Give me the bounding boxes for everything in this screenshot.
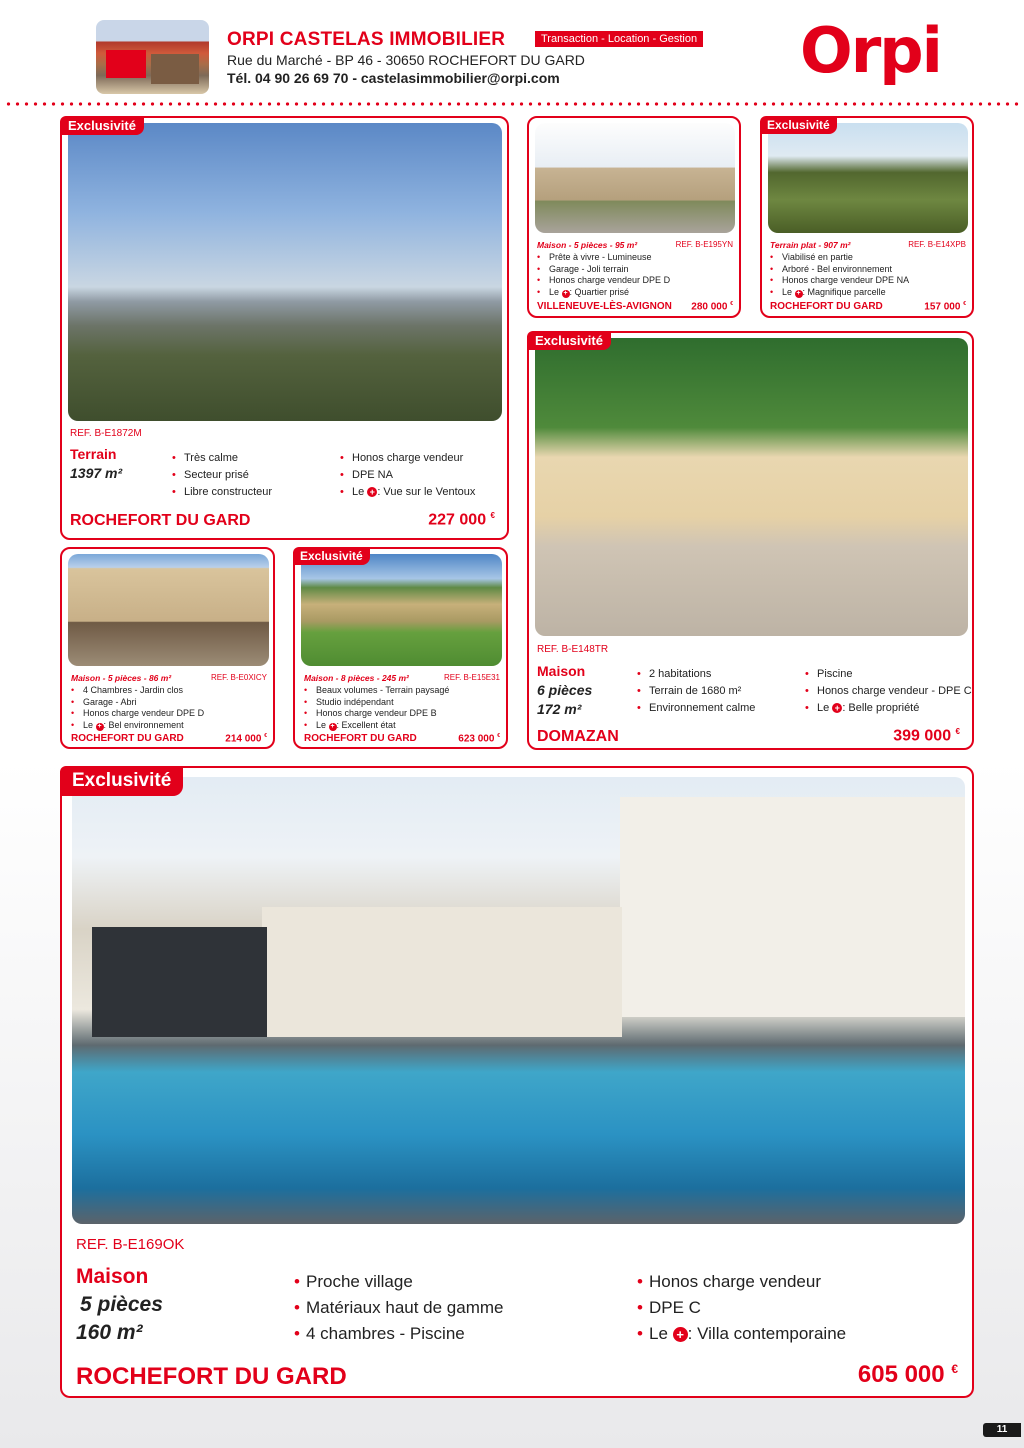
- listing-photo: [301, 554, 502, 666]
- price-value: 280 000: [691, 301, 728, 313]
- currency: €: [497, 733, 500, 739]
- listing-ref: REF. B-E15E31: [443, 673, 500, 682]
- feature-item: • Honos charge vendeur DPE B: [304, 708, 449, 720]
- plus-prefix: Le: [352, 486, 365, 498]
- plus-icon: +: [796, 289, 801, 297]
- feature-item: • 2 habitations: [637, 666, 755, 683]
- plus-prefix: Le: [782, 286, 793, 297]
- price-value: 157 000: [924, 301, 961, 313]
- agency-contact: Tél. 04 90 26 69 70 - castelasimmobilier@orpi.com: [227, 70, 560, 86]
- plus-text: : Bel environnement: [103, 719, 184, 730]
- listing-price: [225, 733, 267, 744]
- feature-item: • DPE C: [637, 1295, 846, 1321]
- plus-text: : Quartier prisé: [569, 286, 630, 297]
- price-value: 605 000: [857, 1361, 945, 1388]
- plus-prefix: Le: [83, 719, 94, 730]
- property-size: 172 m²: [537, 701, 582, 717]
- agency-address: Rue du Marché - BP 46 - 30650 ROCHEFORT DU GARD: [227, 52, 585, 68]
- listing-title: Terrain plat - 907 m²: [770, 240, 851, 250]
- feature-plus: [304, 720, 449, 732]
- feature-item: • Garage - Joli terrain: [537, 264, 670, 276]
- listing-city: ROCHEFORT DU GARD: [770, 301, 883, 312]
- listing-photo: [535, 338, 968, 636]
- feature-item: • Garage - Abri: [71, 697, 204, 709]
- exclusivity-badge: Exclusivité: [60, 116, 144, 135]
- feature-item: • Honos charge vendeur: [340, 450, 475, 467]
- features: [304, 685, 449, 731]
- listing-photo: [72, 777, 965, 1224]
- listing-card-maison-95[interactable]: [527, 116, 741, 318]
- plus-prefix: Le: [316, 719, 327, 730]
- listing-city: DOMAZAN: [537, 728, 619, 745]
- listing-price: [858, 1361, 958, 1389]
- feature-item: • 4 Chambres - Jardin clos: [71, 685, 204, 697]
- plus-icon: +: [832, 703, 842, 713]
- agency-tagline: Transaction - Location - Gestion: [535, 31, 703, 47]
- features-left: [172, 450, 272, 501]
- listing-price: [924, 301, 966, 312]
- price-value: 399 000: [893, 727, 952, 745]
- listing-price: [691, 301, 733, 312]
- listing-city: VILLENEUVE-LÈS-AVIGNON: [537, 301, 672, 312]
- listing-price: [458, 733, 500, 744]
- feature-item: • Beaux volumes - Terrain paysagé: [304, 685, 449, 697]
- plus-prefix: Le: [549, 286, 560, 297]
- villa-veranda: [92, 927, 267, 1037]
- price-value: 623 000: [458, 733, 495, 745]
- storefront-sign: [106, 50, 146, 78]
- plus-icon: +: [673, 1327, 688, 1342]
- listing-city: ROCHEFORT DU GARD: [70, 512, 251, 529]
- listing-title: Maison - 5 pièces - 95 m²: [537, 240, 638, 250]
- feature-item: • Proche village: [294, 1269, 504, 1295]
- feature-item: • Prête à vivre - Lumineuse: [537, 252, 670, 264]
- property-rooms: 6 pièces: [537, 682, 593, 698]
- currency: €: [730, 301, 733, 307]
- feature-item: • Honos charge vendeur DPE NA: [770, 275, 909, 287]
- property-size: 160 m²: [76, 1321, 143, 1344]
- currency: €: [955, 727, 960, 736]
- feature-plus: [340, 484, 475, 501]
- currency: €: [264, 733, 267, 739]
- listing-ref: REF. B-E195YN: [675, 240, 733, 249]
- listing-card-terrain-1397[interactable]: [60, 116, 509, 540]
- feature-item: • Honos charge vendeur - DPE C: [805, 683, 972, 700]
- feature-item: • Honos charge vendeur DPE D: [537, 275, 670, 287]
- feature-item: • 4 chambres - Piscine: [294, 1321, 504, 1347]
- listing-ref: REF. B-E1872M: [70, 428, 142, 439]
- feature-item: • Piscine: [805, 666, 972, 683]
- listing-card-domazan[interactable]: [527, 331, 974, 750]
- feature-item: • Matériaux haut de gamme: [294, 1295, 504, 1321]
- feature-plus: [537, 287, 670, 299]
- plus-text: : Villa contemporaine: [687, 1324, 847, 1343]
- property-type: Maison: [76, 1265, 149, 1288]
- feature-item: • Environnement calme: [637, 700, 755, 717]
- listing-city: ROCHEFORT DU GARD: [304, 733, 417, 744]
- property-type: Maison: [537, 663, 586, 679]
- plus-icon: +: [563, 289, 568, 297]
- listing-title: Maison - 8 pièces - 245 m²: [304, 673, 409, 683]
- plus-text: : Magnifique parcelle: [802, 286, 886, 297]
- feature-item: • Honos charge vendeur: [637, 1269, 846, 1295]
- currency: €: [490, 511, 495, 520]
- agency-storefront-photo: [96, 20, 209, 94]
- page-number: 11: [983, 1423, 1021, 1437]
- features: [537, 252, 670, 298]
- feature-item: • Libre constructeur: [172, 484, 272, 501]
- plus-icon: +: [330, 722, 335, 730]
- listing-ref: REF. B-E0XICY: [210, 673, 267, 682]
- features-right: [805, 666, 972, 717]
- feature-item: • DPE NA: [340, 467, 475, 484]
- listing-photo: [68, 554, 269, 666]
- villa-lower-volume: [262, 907, 622, 1037]
- property-rooms: 5 pièces: [80, 1293, 163, 1316]
- property-type: Terrain: [70, 446, 117, 462]
- listing-card-villa-contemporaine[interactable]: [60, 766, 974, 1398]
- listing-price: [428, 511, 495, 529]
- listing-title: Maison - 5 pièces - 86 m²: [71, 673, 172, 683]
- feature-plus: [805, 700, 972, 717]
- plus-prefix: Le: [817, 702, 830, 714]
- listing-ref: REF. B-E14XPB: [908, 240, 966, 249]
- feature-item: • Studio indépendant: [304, 697, 449, 709]
- features-right: [637, 1269, 846, 1347]
- plus-icon: +: [97, 722, 102, 730]
- currency: €: [951, 1362, 958, 1376]
- feature-item: • Terrain de 1680 m²: [637, 683, 755, 700]
- storefront-window: [151, 54, 199, 84]
- feature-plus: [637, 1321, 846, 1347]
- plus-text: : Vue sur le Ventoux: [377, 486, 476, 498]
- features-left: [637, 666, 755, 717]
- plus-icon: +: [367, 487, 377, 497]
- listing-city: ROCHEFORT DU GARD: [76, 1363, 347, 1390]
- plus-text: : Excellent état: [336, 719, 396, 730]
- feature-item: • Secteur prisé: [172, 467, 272, 484]
- plus-prefix: Le: [649, 1324, 668, 1343]
- exclusivity-badge: Exclusivité: [293, 547, 370, 565]
- features: [71, 685, 204, 731]
- listing-photo: [68, 123, 502, 421]
- features-left: [294, 1269, 504, 1347]
- listing-photo: [768, 123, 968, 233]
- feature-item: • Très calme: [172, 450, 272, 467]
- listing-ref: REF. B-E169OK: [76, 1236, 185, 1253]
- property-size: 1397 m²: [70, 465, 123, 481]
- agency-name: ORPI CASTELAS IMMOBILIER: [227, 29, 506, 50]
- listing-city: ROCHEFORT DU GARD: [71, 733, 184, 744]
- exclusivity-badge: Exclusivité: [760, 116, 837, 134]
- price-value: 214 000: [225, 733, 262, 745]
- listing-photo: [535, 123, 735, 233]
- features-right: [340, 450, 475, 501]
- feature-plus: [71, 720, 204, 732]
- feature-plus: [770, 287, 909, 299]
- listing-card-maison-86[interactable]: [60, 547, 275, 749]
- feature-item: • Honos charge vendeur DPE D: [71, 708, 204, 720]
- orpi-logo: Orpi: [800, 14, 941, 87]
- features: [770, 252, 909, 298]
- listing-card-terrain-907[interactable]: [760, 116, 974, 318]
- plus-text: : Belle propriété: [842, 702, 920, 714]
- feature-item: • Arboré - Bel environnement: [770, 264, 909, 276]
- exclusivity-badge: Exclusivité: [527, 331, 611, 350]
- feature-item: • Viabilisé en partie: [770, 252, 909, 264]
- dotted-divider: [4, 101, 1020, 107]
- listing-price: [893, 727, 960, 745]
- exclusivity-badge: Exclusivité: [60, 766, 183, 796]
- listing-ref: REF. B-E148TR: [537, 644, 609, 655]
- price-value: 227 000: [428, 511, 487, 529]
- listing-card-maison-245[interactable]: [293, 547, 508, 749]
- villa-upper-volume: [620, 797, 965, 1017]
- currency: €: [963, 301, 966, 307]
